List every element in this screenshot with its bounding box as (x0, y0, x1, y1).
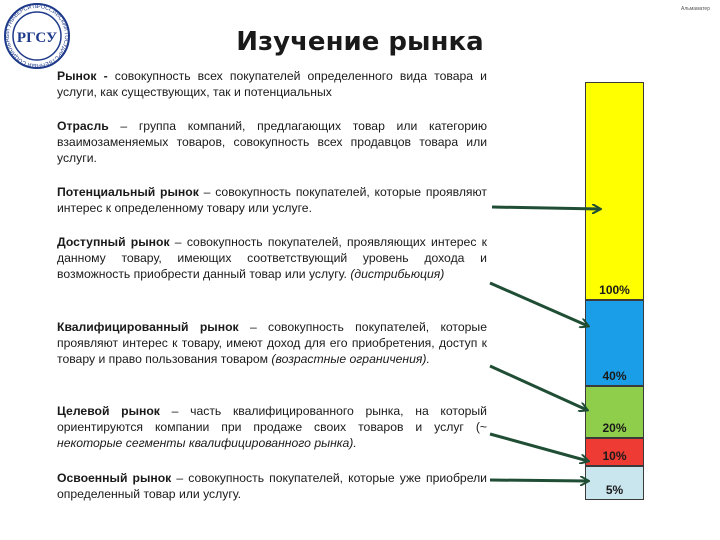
arrow-available-market (490, 283, 588, 326)
bar-segment-potential (585, 82, 644, 300)
bar-label-available: 40% (602, 369, 627, 383)
logo-ring-text: РОССИЙСКИЙ ГОСУДАРСТВЕННЫЙ СОЦИАЛЬНЫЙ УНИВЕРСИТЕ (4, 3, 70, 69)
definition-target-market: Целевой рынок – часть квалифицированного рынка, на который ориентируются компании при продаже своих товаров и услуг (~ некоторые сегменты квалифицированного рынка). (57, 404, 487, 450)
bar-segment-served (585, 466, 644, 500)
bar-label-served: 5% (605, 483, 624, 497)
logo-monogram: РГСУ (16, 30, 58, 46)
bar-segment-qualified (585, 386, 644, 438)
bar-segment-available (585, 300, 644, 386)
arrow-served-market (490, 480, 588, 481)
bar-segment-target (585, 438, 644, 466)
corner-note: Альмаматер (681, 6, 710, 12)
definition-market: Рынок - совокупность всех покупателей определенного вида товара и услуги, как существующих, так и потенциальных (57, 69, 487, 99)
arrow-qualified-market (490, 366, 587, 410)
page-title: Изучение рынка (236, 27, 484, 57)
definition-industry: Отрасль – группа компаний, предлагающих товар или категорию взаимозаменяемых товаров, совокупность всех продавцов товара или услуги. (57, 119, 487, 165)
bar-label-target: 10% (602, 449, 627, 463)
bar-label-qualified: 20% (602, 421, 627, 435)
definition-served-market: Освоенный рынок – совокупность покупателей, которые уже приобрели определенный товар или услугу. (57, 471, 487, 501)
definition-available-market: Доступный рынок – совокупность покупателей, проявляющих интерес к данному товару, имеющих соответствующий уровень дохода и возможность приобрести данный товар или услугу. (дистрибьюция) (57, 235, 487, 281)
arrow-potential-market (492, 207, 600, 209)
definition-qualified-market: Квалифицированный рынок – совокупность покупателей, которые проявляют интерес к товару, имеют доход для его приобретения, доступ к товару и право пользования товаром (возрастные ограничения). (57, 320, 487, 366)
definition-potential-market: Потенциальный рынок – совокупность покупателей, которые проявляют интерес к определенному товару или услуге. (57, 185, 487, 215)
bar-label-potential: 100% (599, 283, 630, 297)
arrow-target-market (490, 434, 588, 461)
